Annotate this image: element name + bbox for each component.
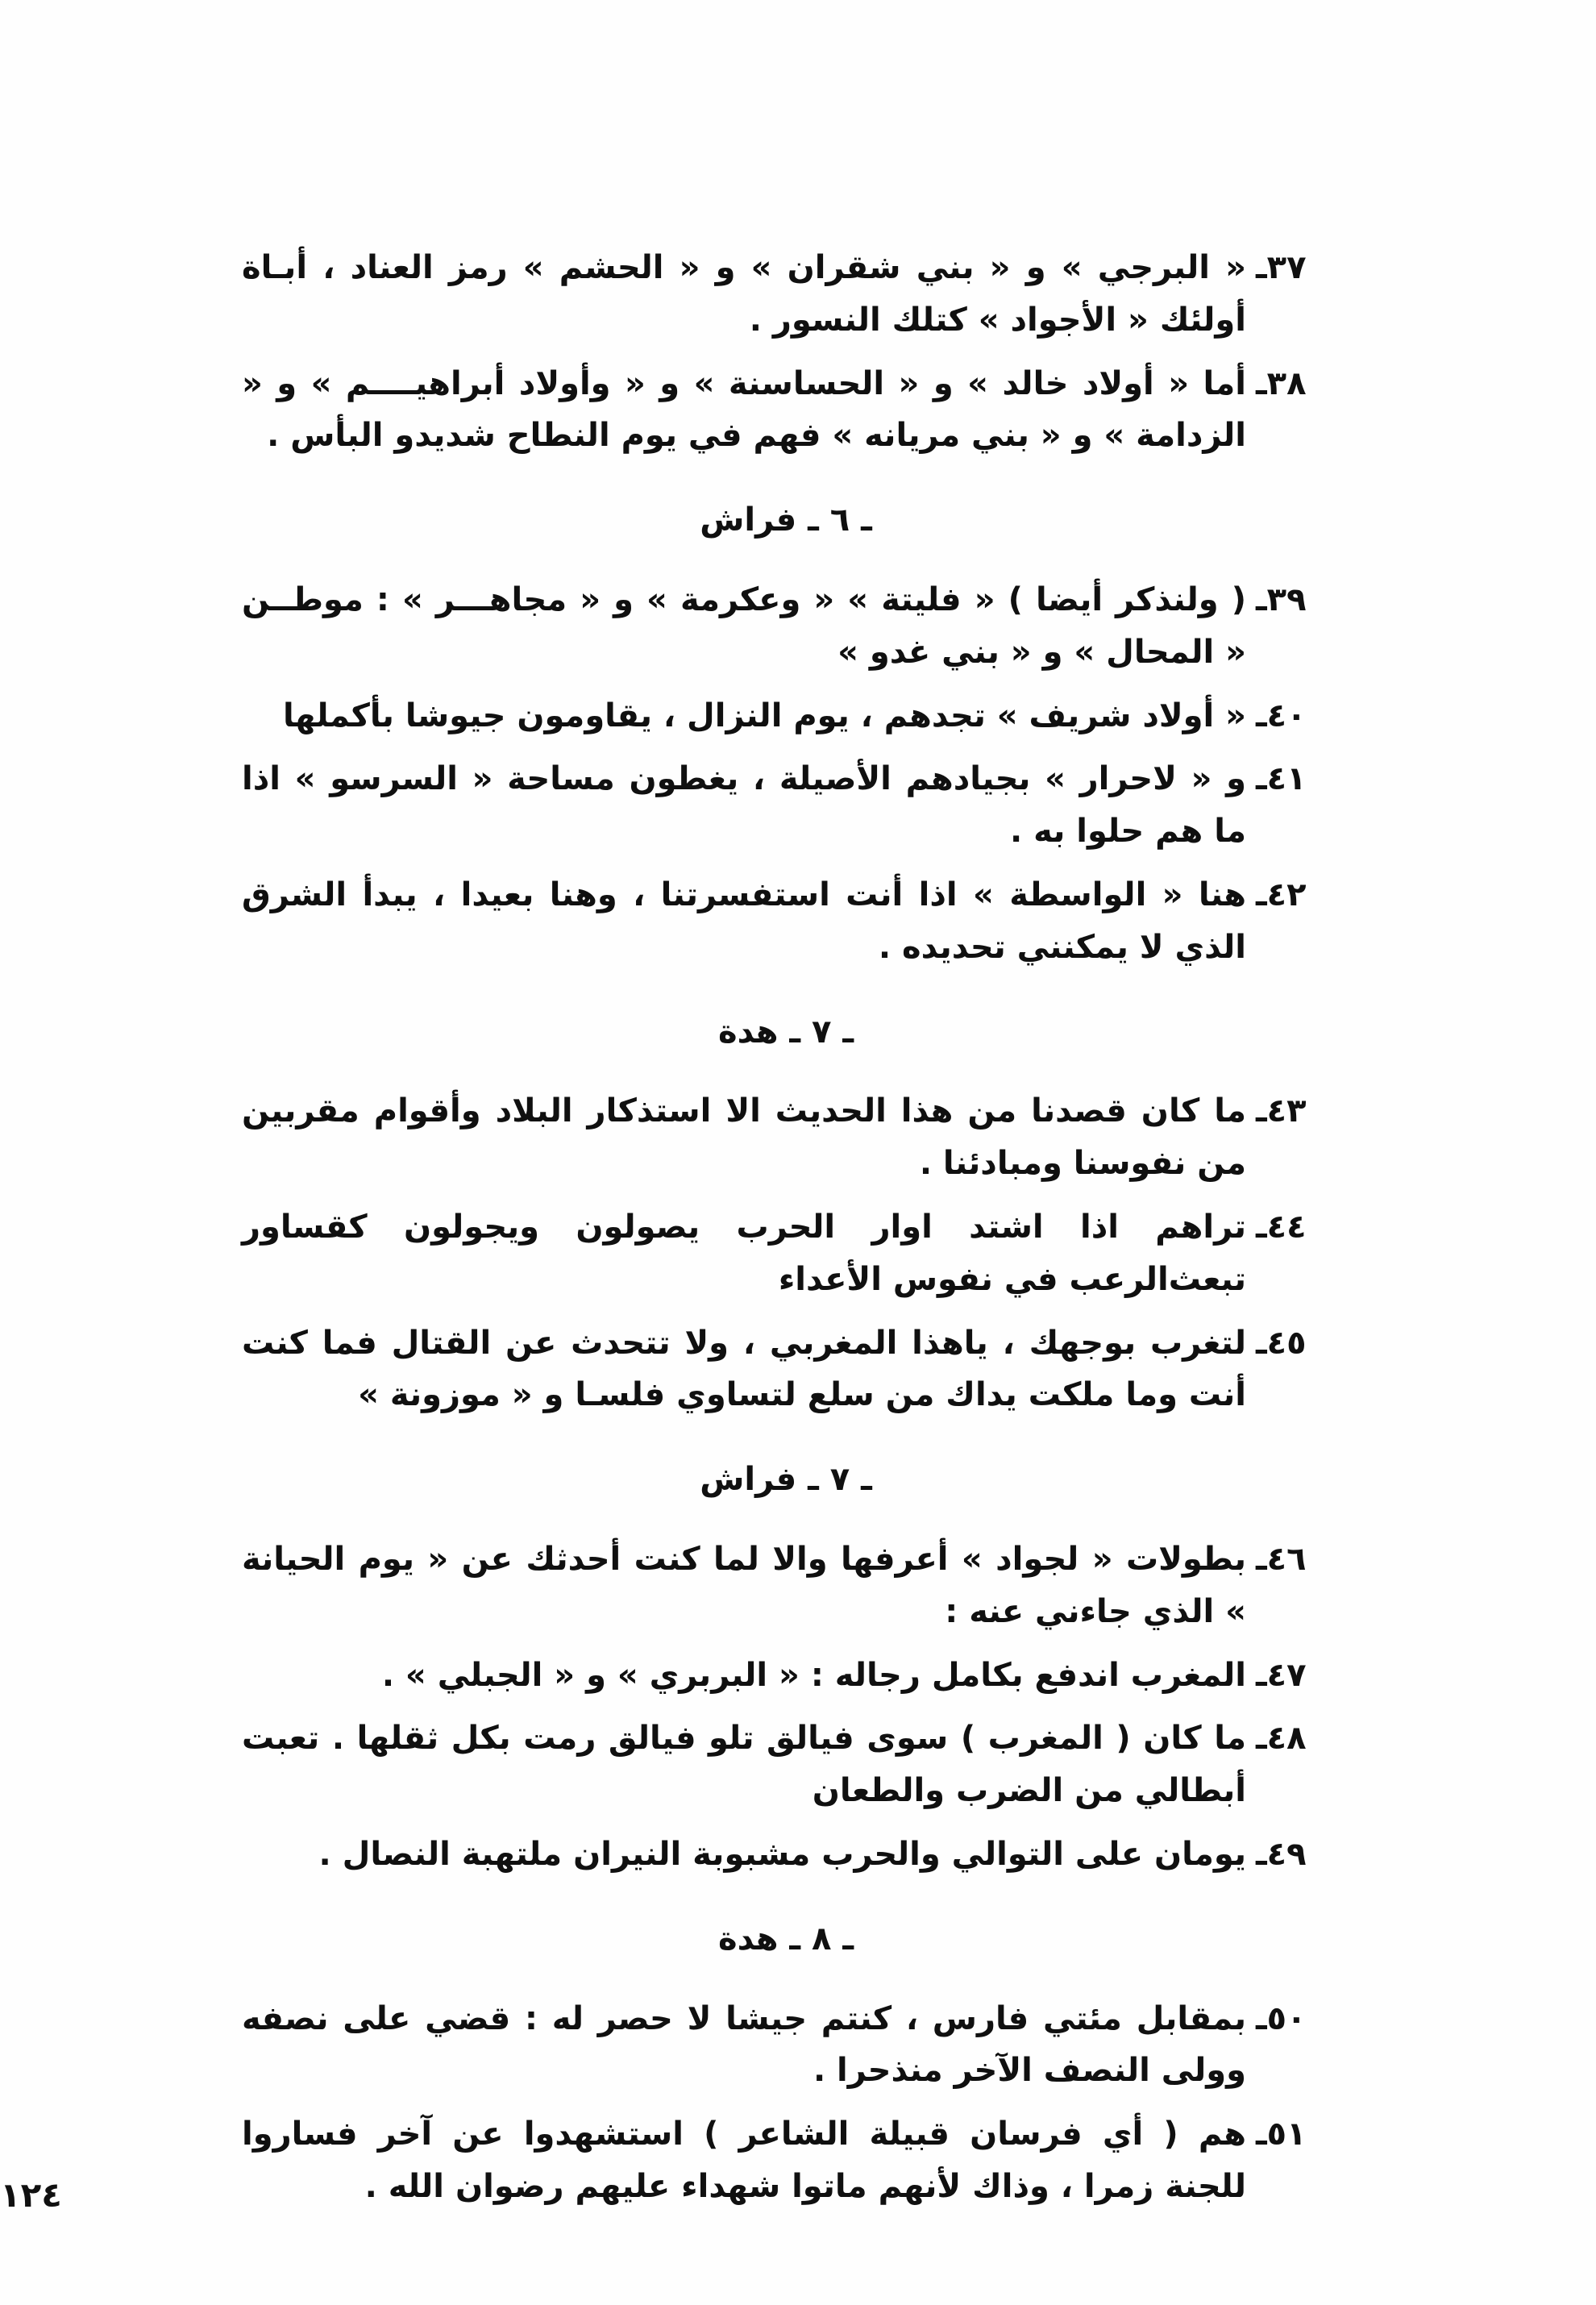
verse-entry <box>242 242 1330 347</box>
verse-text: تراهم اذا اشتد اوار الحرب يصولون ويجولون كقساور تبعث‌الرعب في نفوس الأعداء <box>242 1208 1246 1298</box>
verse-number: ٣٨ـ <box>1256 364 1307 402</box>
verse-text: بمقابل مئتي فارس ، كنتم جيشا لا حصر له : قضي على نصفه وولى النصف الآخر منذحرا . <box>242 1999 1246 2090</box>
verse-text: « أولاد شريف » تجدهم ، يوم النزال ، يقاومون جيوشا بأكملها <box>283 697 1246 734</box>
verse-text: ( ولنذكر أيضا ) « فليتة » « وعكرمة » و « مجاهـــر » : موطــن « المحال » و « بني غدو » <box>242 580 1246 671</box>
verse-entry <box>242 1533 1330 1638</box>
verse-text: « البرجي » و « بني شقران » و « الحشم » رمز العناد ، أبـاة أولئك « الأجواد » كتلك النسور . <box>242 249 1246 339</box>
verse-entry <box>242 1085 1330 1190</box>
verse-entry <box>242 1650 1330 1702</box>
verse-text: و « لاحرار » بجيادهم الأصيلة ، يغطون مساحة « السرسو » اذا ما هم حلوا به . <box>242 760 1246 851</box>
page-body <box>242 242 1330 2213</box>
verse-text: أما « أولاد خالد » و « الحساسنة » و « وأولاد أبراهيــــم » و « الزدامة » و « بني مريانه » فهم في يوم النطاح شديدو البأس . <box>242 364 1246 455</box>
verse-entry <box>242 869 1330 974</box>
verse-number: ٤٩ـ <box>1256 1835 1307 1873</box>
section-heading: ـ ٧ ـ هدة <box>717 1013 854 1051</box>
verse-entry <box>242 1993 1330 2098</box>
verse-text: هنا « الواسطة » اذا أنت استفسرتنا ، وهنا بعيدا ، يبدأ الشرق الذي لا يمكنني تحديده . <box>242 876 1246 966</box>
verse-entry <box>242 574 1330 679</box>
section-heading: ـ ٦ ـ فراش <box>700 501 872 539</box>
verse-number: ٥٠ـ <box>1256 1999 1307 2037</box>
verse-number: ٤٥ـ <box>1256 1324 1307 1362</box>
page-footer <box>0 2175 1330 2215</box>
verse-number: ٤٨ـ <box>1256 1720 1307 1758</box>
verse-entry <box>242 753 1330 858</box>
verse-entry <box>242 1829 1330 1881</box>
verse-number: ٤٧ـ <box>1256 1656 1307 1694</box>
verse-number: ٤٤ـ <box>1256 1208 1307 1246</box>
verse-number: ٣٧ـ <box>1256 249 1307 286</box>
verse-text: لتغرب بوجهك ، ياهذا المغربي ، ولا تتحدث عن القتال فما كنت أنت وما ملكت يداك من سلع لتساوي فلسـا و « موزونة » <box>242 1324 1246 1414</box>
verse-number: ٤٠ـ <box>1256 697 1307 734</box>
verse-text: ما كان ( المغرب ) سوى فيالق تلو فيالق رمت بكل ثقلها . تعبت أبطالي من الضرب والطعان <box>242 1720 1246 1810</box>
verse-number: ٤٣ـ <box>1256 1092 1307 1130</box>
verse-text: يومان على التوالي والحرب مشبوبة النيران ملتهبة النصال . <box>318 1835 1246 1873</box>
verse-number: ٤٢ـ <box>1256 876 1307 913</box>
verse-text: هم ( أي فرسان قبيلة الشاعر ) استشهدوا عن آخر فساروا للجنة زمرا ، وذاك لأنهم ماتوا شهداء عليهم رضوان الله . <box>242 2116 1246 2205</box>
verse-number: ٣٩ـ <box>1256 580 1307 618</box>
verse-number: ٥١ـ <box>1256 2116 1307 2153</box>
verse-number: ٤٦ـ <box>1256 1540 1307 1578</box>
verse-entry <box>242 1317 1330 1422</box>
verse-entry <box>242 1201 1330 1306</box>
verse-number: ٤١ـ <box>1256 760 1307 798</box>
verse-entry <box>242 690 1330 743</box>
verse-entry <box>242 1712 1330 1817</box>
verse-text: ما كان قصدنا من هذا الحديث الا استذكار البلاد وأقوام مقربين من نفوسنا ومبادئنا . <box>242 1092 1246 1183</box>
verse-text: بطولات « لجواد » أعرفها والا لما كنت أحدثك عن « يوم الحيانة » الذي جاءني عنه : <box>242 1540 1246 1630</box>
verse-text: المغرب اندفع بكامل رجاله : « البربري » و « الجبلي » . <box>381 1656 1246 1694</box>
page-number: ١٢٤ <box>0 2175 62 2215</box>
verse-entry <box>242 358 1330 463</box>
section-heading: ـ ٧ ـ فراش <box>700 1461 872 1499</box>
section-heading: ـ ٨ ـ هدة <box>717 1920 854 1958</box>
